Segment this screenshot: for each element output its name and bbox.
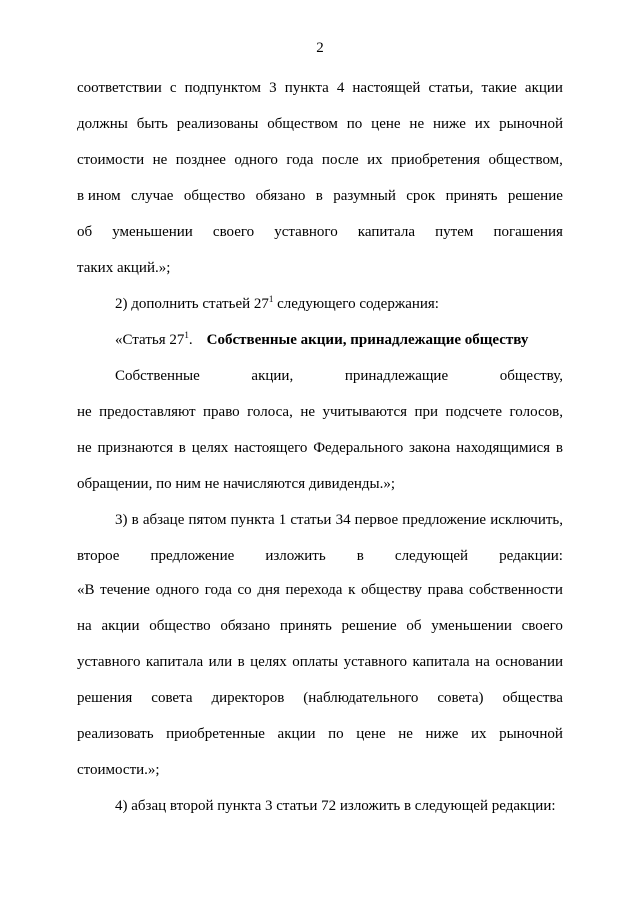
text-line (77, 439, 563, 457)
text-line: стоимости.»; (77, 762, 160, 778)
word: предложение (150, 548, 235, 564)
word: одного (234, 152, 278, 168)
word: Собственные (115, 368, 200, 384)
word: с (169, 80, 177, 96)
word: срок (406, 188, 436, 204)
word: на (475, 654, 490, 670)
word: находящимися (456, 440, 551, 456)
word: решения (77, 690, 133, 706)
word: года (286, 152, 314, 168)
word: основании (495, 654, 563, 670)
word: в (237, 654, 245, 670)
word: их (470, 726, 487, 742)
word: при (414, 404, 439, 420)
text-line: 4) абзац второй пункта 3 статьи 72 изложить в следующей редакции: (115, 798, 556, 814)
word: соответствии (77, 80, 162, 96)
superscript: 1 (184, 330, 189, 340)
word: своего (521, 618, 563, 634)
text-line (77, 187, 563, 205)
word: общество (149, 618, 211, 634)
word: их (367, 152, 383, 168)
word: акции, (251, 368, 294, 384)
word: принять (445, 188, 498, 204)
text-line (115, 295, 563, 313)
article-label: «Статья 27 (115, 332, 185, 348)
word: второе (77, 548, 120, 564)
word: не (152, 152, 168, 168)
word: общества (502, 690, 563, 706)
word: принадлежащие (344, 368, 449, 384)
word: капитала (412, 654, 470, 670)
word: уменьшении (431, 618, 512, 634)
word: не (77, 404, 92, 420)
text-fragment: следующего содержания: (273, 296, 439, 312)
word: ниже (425, 726, 459, 742)
text-line (77, 223, 563, 241)
word: путем (435, 224, 474, 240)
word: акции (277, 726, 316, 742)
text-line (77, 581, 563, 599)
word: обязано (220, 618, 271, 634)
text-line (77, 689, 563, 707)
word: в (315, 188, 323, 204)
word: пятом (188, 512, 227, 528)
word: рыночной (499, 726, 563, 742)
word: позднее (175, 152, 226, 168)
word: учитываются (322, 404, 408, 420)
word: цене (356, 726, 386, 742)
superscript: 1 (268, 294, 274, 304)
word: целях (250, 654, 287, 670)
word: ниже (432, 116, 466, 132)
word: 3 (269, 80, 277, 96)
word: капитала (357, 224, 416, 240)
word: права (427, 582, 464, 598)
word: голосов, (509, 404, 563, 420)
word: не (77, 440, 92, 456)
text-line: обращении, по ним не начисляются дивиденды.»; (77, 476, 396, 492)
word: по (328, 726, 344, 742)
word: редакции: (499, 548, 563, 564)
word: со (237, 582, 252, 598)
word: пункта (230, 512, 275, 528)
word: должны (77, 116, 128, 132)
word: быть (136, 116, 168, 132)
word: такие (481, 80, 517, 96)
word: в (131, 512, 139, 528)
word: реализованы (176, 116, 259, 132)
word: к (348, 582, 356, 598)
word: не (398, 726, 413, 742)
word: обществу (361, 582, 423, 598)
word: 1 (278, 512, 287, 528)
word: статьи (290, 512, 332, 528)
word: решение (341, 618, 397, 634)
word: в (178, 440, 186, 456)
word: обязано (255, 188, 306, 204)
word: их (474, 116, 491, 132)
word: обществом, (488, 152, 563, 168)
word: предложение (402, 512, 487, 528)
word: дня (257, 582, 280, 598)
word: директоров (211, 690, 285, 706)
word: пункта (284, 80, 329, 96)
word: реализовать (77, 726, 154, 742)
word: капитала (145, 654, 204, 670)
word: статьи, (428, 80, 474, 96)
word: погашения (493, 224, 563, 240)
word: настоящей (352, 80, 421, 96)
word: (наблюдательного (303, 690, 419, 706)
word: настоящего (234, 440, 308, 456)
text-line (77, 151, 563, 169)
word: подсчете (445, 404, 503, 420)
text-line (77, 653, 563, 671)
word: решение (507, 188, 563, 204)
word: признаются (97, 440, 173, 456)
word: обществу, (499, 368, 563, 384)
word: 3) (115, 512, 128, 528)
word: первое (354, 512, 399, 528)
word: право (203, 404, 240, 420)
word: рыночной (499, 116, 563, 132)
word: обществом (267, 116, 338, 132)
word: стоимости (77, 152, 145, 168)
word: в (555, 440, 563, 456)
word: приобретения (391, 152, 481, 168)
text-line (77, 115, 563, 133)
text-line (115, 367, 563, 385)
text-line (77, 547, 563, 565)
word: об (406, 618, 422, 634)
word: абзаце (142, 512, 185, 528)
text-line (77, 725, 563, 743)
word: по (346, 116, 363, 132)
text-line (115, 511, 563, 529)
word: подпунктом (184, 80, 262, 96)
word: Федерального (313, 440, 404, 456)
word: уставного (77, 654, 141, 670)
word: течение (100, 582, 150, 598)
word: 34 (335, 512, 351, 528)
word: разумный (333, 188, 396, 204)
word: приобретенные (166, 726, 265, 742)
word: своего (212, 224, 255, 240)
text-line (77, 79, 563, 97)
word: уставного (343, 654, 408, 670)
word: общество (183, 188, 246, 204)
word: одного (155, 582, 200, 598)
word: не (409, 116, 425, 132)
word: совета) (437, 690, 484, 706)
word: об (77, 224, 93, 240)
text-line (77, 403, 563, 421)
article-heading (115, 331, 563, 349)
word: следующей (394, 548, 469, 564)
word: изложить (265, 548, 326, 564)
word: совета (151, 690, 193, 706)
word: в (356, 548, 364, 564)
word: исключить, (490, 512, 563, 528)
word: в ином (77, 188, 121, 204)
word: акции (524, 80, 563, 96)
word: не (300, 404, 316, 420)
word: голоса, (247, 404, 293, 420)
word: года (204, 582, 232, 598)
page-number: 2 (316, 40, 324, 56)
article-dot: . (188, 332, 193, 348)
article-title: Собственные акции, принадлежащие обществу (206, 332, 529, 348)
word: закона (409, 440, 451, 456)
word: собственности (469, 582, 563, 598)
word: цене (371, 116, 401, 132)
word: после (321, 152, 359, 168)
text-line: таких акций.»; (77, 260, 171, 276)
word: уменьшении (112, 224, 193, 240)
word: целях (191, 440, 229, 456)
word: на (77, 618, 92, 634)
word: или (208, 654, 233, 670)
text-line (77, 617, 563, 635)
word: уставного (274, 224, 338, 240)
word: акции (101, 618, 140, 634)
word: предоставляют (99, 404, 196, 420)
word: принять (279, 618, 332, 634)
word: «В (77, 582, 95, 598)
word: 4 (336, 80, 345, 96)
text-fragment: 2) дополнить статьей 27 (115, 296, 269, 312)
word: оплаты (292, 654, 339, 670)
word: случае (130, 188, 174, 204)
word: перехода (285, 582, 343, 598)
